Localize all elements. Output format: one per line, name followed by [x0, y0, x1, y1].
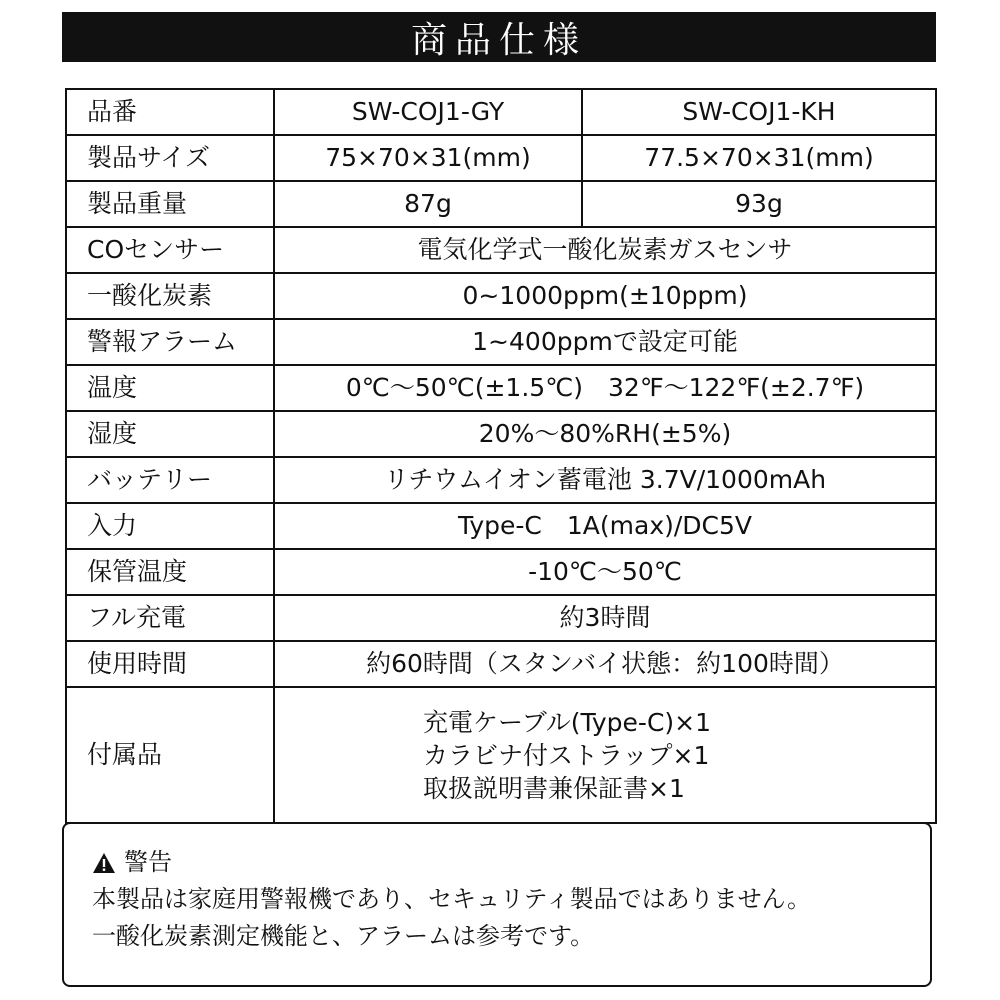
cell-value: リチウムイオン蓄電池 3.7V/1000mAh — [274, 457, 936, 503]
cell-value: 電気化学式一酸化炭素ガスセンサ — [274, 227, 936, 273]
spec-table — [65, 88, 937, 824]
row-label: 製品重量 — [66, 181, 274, 227]
cell-value: 約3時間 — [274, 595, 936, 641]
cell-value: 0℃～50℃(±1.5℃) 32℉～122℉(±2.7℉) — [274, 365, 936, 411]
row-label: 警報アラーム — [66, 319, 274, 365]
table-row — [66, 549, 936, 595]
list-item: 充電ケーブル(Type-C)×1 — [423, 707, 712, 737]
table-row — [66, 181, 936, 227]
cell-value-gy: 87g — [274, 181, 582, 227]
row-label: 保管温度 — [66, 549, 274, 595]
table-row — [66, 135, 936, 181]
warning-heading — [92, 844, 930, 881]
row-label-accessories: 付属品 — [66, 687, 274, 823]
row-label: 湿度 — [66, 411, 274, 457]
warning-line: 一酸化炭素測定機能と、アラームは参考です。 — [92, 922, 595, 951]
table-row — [66, 319, 936, 365]
warning-box — [62, 822, 932, 987]
list-item: 取扱説明書兼保証書×1 — [423, 773, 685, 803]
table-row — [66, 411, 936, 457]
accessories-list — [274, 687, 936, 823]
row-label: バッテリー — [66, 457, 274, 503]
cell-value-kh: 77.5×70×31(mm) — [582, 135, 936, 181]
row-label: 温度 — [66, 365, 274, 411]
warning-line: 本製品は家庭用警報機であり、セキュリティ製品ではありません。 — [92, 885, 812, 914]
table-row — [66, 227, 936, 273]
model-gy: SW-COJ1-GY — [274, 89, 582, 135]
row-label: 使用時間 — [66, 641, 274, 687]
cell-value: 20%～80%RH(±5%) — [274, 411, 936, 457]
row-label: COセンサー — [66, 227, 274, 273]
cell-value: 約60時間（スタンバイ状態：約100時間） — [274, 641, 936, 687]
cell-value-kh: 93g — [582, 181, 936, 227]
model-kh: SW-COJ1-KH — [582, 89, 936, 135]
row-label: 製品サイズ — [66, 135, 274, 181]
row-label: 一酸化炭素 — [66, 273, 274, 319]
table-row — [66, 595, 936, 641]
table-row — [66, 503, 936, 549]
warning-title: 警告 — [124, 848, 172, 876]
table-row — [66, 641, 936, 687]
table-row — [66, 273, 936, 319]
list-item: カラビナ付ストラップ×1 — [423, 740, 710, 770]
cell-value-gy: 75×70×31(mm) — [274, 135, 582, 181]
table-row — [66, 365, 936, 411]
page-title: 商品仕様 — [62, 12, 936, 62]
table-row — [66, 687, 936, 823]
cell-value: -10℃～50℃ — [274, 549, 936, 595]
cell-value: 0~1000ppm(±10ppm) — [274, 273, 936, 319]
row-label: 入力 — [66, 503, 274, 549]
table-row — [66, 457, 936, 503]
row-label-model-number: 品番 — [66, 89, 274, 135]
warning-triangle-icon — [92, 852, 116, 874]
row-label: フル充電 — [66, 595, 274, 641]
cell-value: Type-C 1A(max)/DC5V — [274, 503, 936, 549]
cell-value: 1~400ppmで設定可能 — [274, 319, 936, 365]
table-row — [66, 89, 936, 135]
